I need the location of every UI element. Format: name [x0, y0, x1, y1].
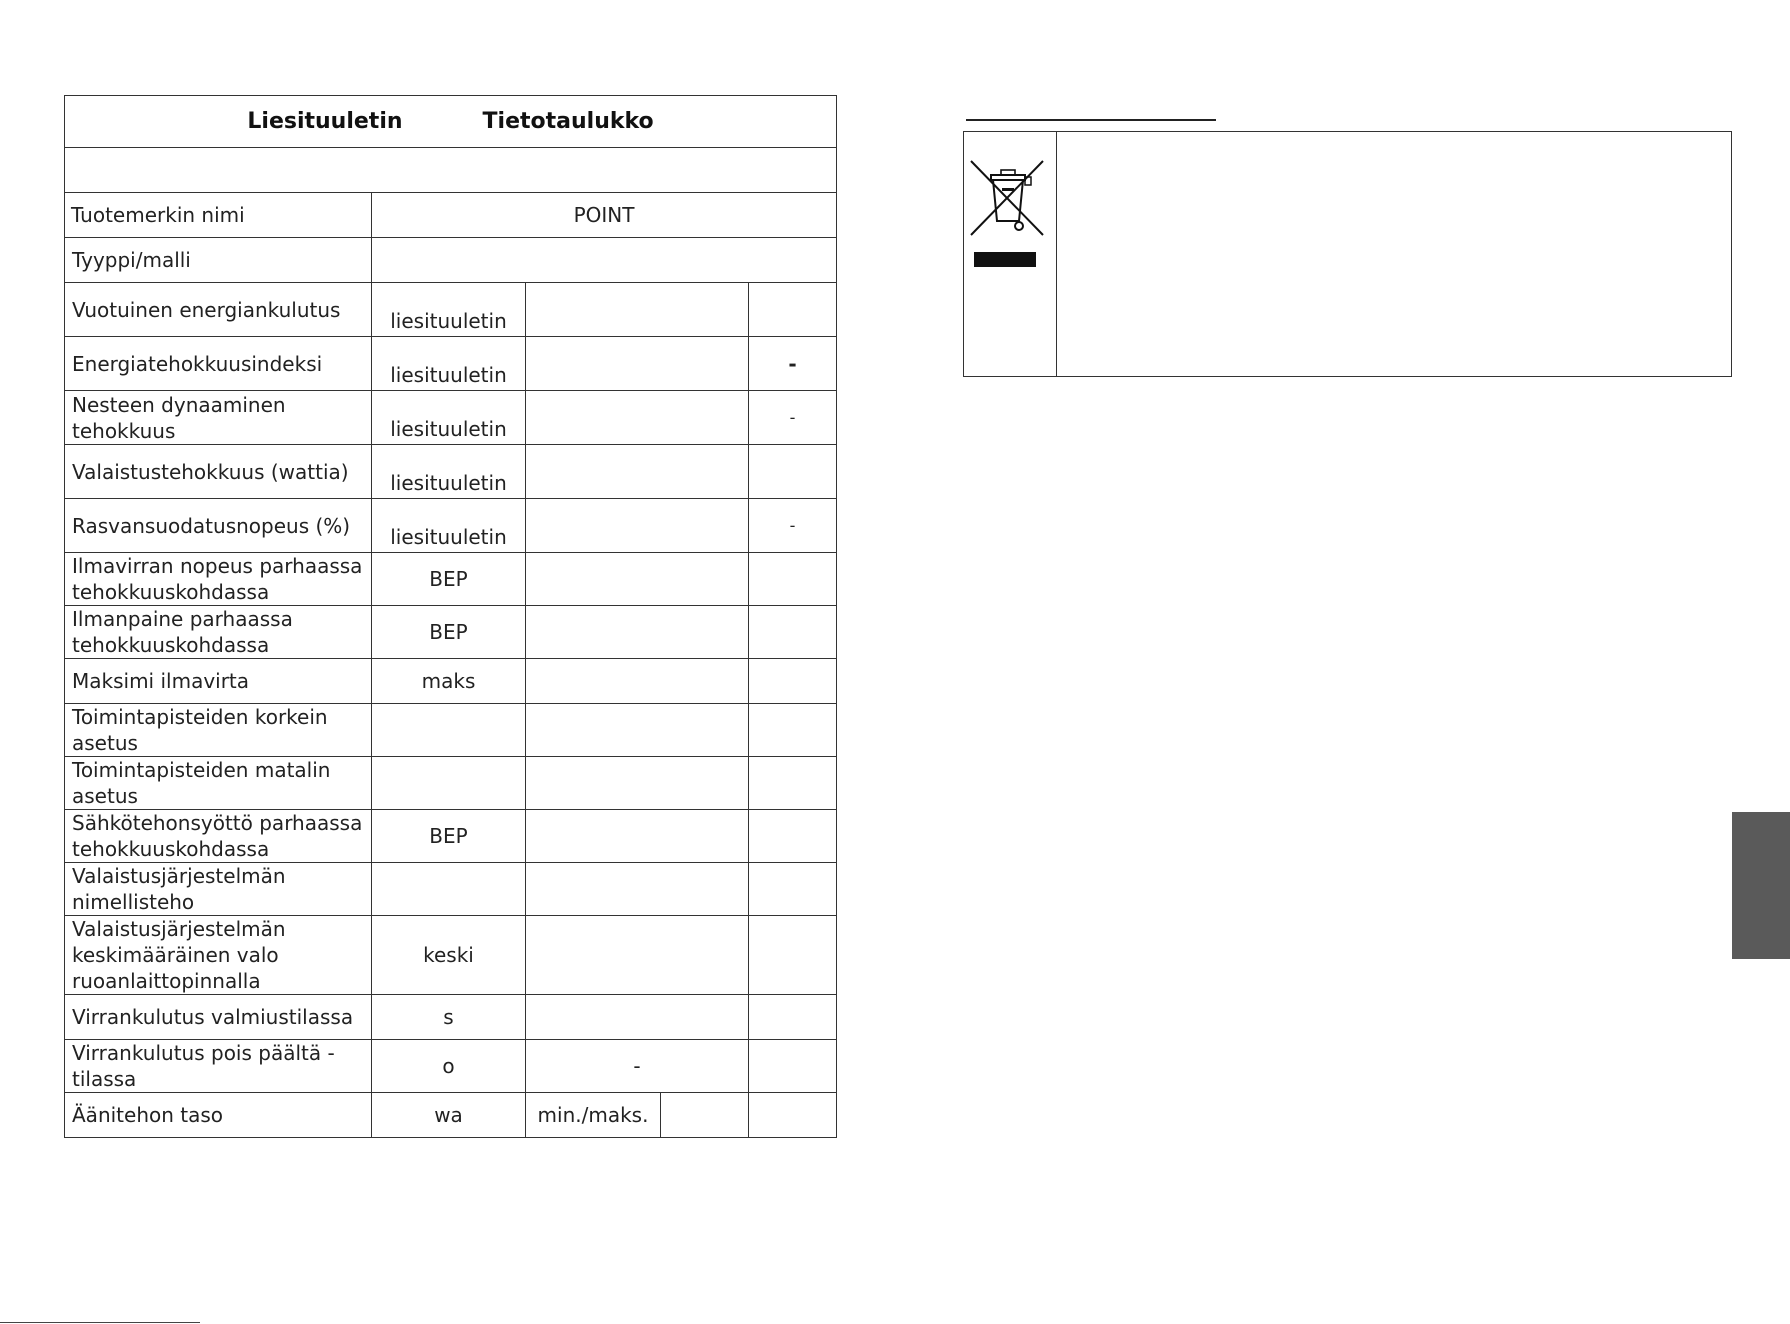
row-unit: [749, 916, 837, 995]
row-symbol: [372, 863, 526, 916]
row-label: Nesteen dynaaminen tehokkuus: [65, 391, 372, 445]
row-unit: [749, 283, 837, 337]
row-label: Ilmanpaine parhaassa tehokkuuskohdassa: [65, 606, 372, 659]
row-label: Energiatehokkuusindeksi: [65, 337, 372, 391]
row-symbol: liesituuletin: [372, 337, 526, 391]
row-unit: [749, 606, 837, 659]
empty-header-row: [65, 148, 837, 193]
row-label: Valaistusjärjestelmän nimellisteho: [65, 863, 372, 916]
row-value: -: [526, 1040, 749, 1093]
crossed-out-wheelie-bin-icon: [969, 157, 1049, 272]
row-label: Ilmavirran nopeus parhaassa tehokkuuskohdassa: [65, 553, 372, 606]
row-symbol: liesituuletin: [372, 391, 526, 445]
row-symbol: wa: [372, 1093, 526, 1138]
row-symbol: BEP: [372, 606, 526, 659]
row-label: Virrankulutus pois päältä -tilassa: [65, 1040, 372, 1093]
row-value: [526, 995, 749, 1040]
row-symbol: BEP: [372, 810, 526, 863]
row-symbol: liesituuletin: [372, 283, 526, 337]
row-unit: [749, 659, 837, 704]
row-symbol: [372, 704, 526, 757]
footer-rule: [0, 1322, 200, 1323]
row-symbol: maks: [372, 659, 526, 704]
row-value: min./maks.: [526, 1093, 661, 1138]
row-unit: [749, 810, 837, 863]
row-unit: [749, 995, 837, 1040]
row-value: [526, 553, 749, 606]
row-value: [526, 283, 749, 337]
row-symbol: o: [372, 1040, 526, 1093]
row-value: [526, 916, 749, 995]
row-unit: -: [749, 499, 837, 553]
type-model-value: [372, 238, 837, 283]
row-unit: -: [749, 391, 837, 445]
row-value: [526, 391, 749, 445]
row-unit: [749, 1093, 837, 1138]
row-value: [526, 445, 749, 499]
row-label: Äänitehon taso: [65, 1093, 372, 1138]
row-unit: [749, 1040, 837, 1093]
row-label: Valaistusjärjestelmän keskimääräinen valo ruoanlaittopinnalla: [65, 916, 372, 995]
datasheet-title-product: Liesituuletin: [247, 108, 403, 134]
product-datasheet-table: [64, 95, 837, 1138]
row-unit: [749, 863, 837, 916]
row-symbol: [372, 757, 526, 810]
section-tab: [1732, 812, 1790, 959]
row-label: Rasvansuodatusnopeus (%): [65, 499, 372, 553]
row-label: Toimintapisteiden korkein asetus: [65, 704, 372, 757]
row-value-extra: [661, 1093, 749, 1138]
disposal-icon-cell: [964, 132, 1057, 376]
row-symbol: keski: [372, 916, 526, 995]
disposal-heading-underline: [966, 119, 1216, 121]
row-symbol: liesituuletin: [372, 499, 526, 553]
row-label: Virrankulutus valmiustilassa: [65, 995, 372, 1040]
row-label: Sähkötehonsyöttö parhaassa tehokkuuskohdassa: [65, 810, 372, 863]
row-value: [526, 606, 749, 659]
row-label: Vuotuinen energiankulutus: [65, 283, 372, 337]
row-value: [526, 704, 749, 757]
row-label: Valaistustehokkuus (wattia): [65, 445, 372, 499]
row-label: Maksimi ilmavirta: [65, 659, 372, 704]
row-value: [526, 810, 749, 863]
disposal-info-box: [963, 131, 1732, 377]
type-model-label: Tyyppi/malli: [65, 238, 372, 283]
row-value: [526, 863, 749, 916]
row-value: [526, 337, 749, 391]
row-label: Toimintapisteiden matalin asetus: [65, 757, 372, 810]
row-value: [526, 757, 749, 810]
row-value: [526, 659, 749, 704]
brand-name-label: Tuotemerkin nimi: [65, 193, 372, 238]
row-unit: [749, 553, 837, 606]
row-unit: [749, 704, 837, 757]
datasheet-title: [65, 96, 837, 148]
row-symbol: BEP: [372, 553, 526, 606]
row-symbol: liesituuletin: [372, 445, 526, 499]
row-unit: [749, 757, 837, 810]
row-symbol: s: [372, 995, 526, 1040]
brand-name-value: POINT: [372, 193, 837, 238]
row-unit: -: [749, 337, 837, 391]
datasheet-title-sheet: Tietotaulukko: [482, 108, 654, 134]
row-value: [526, 499, 749, 553]
row-unit: [749, 445, 837, 499]
